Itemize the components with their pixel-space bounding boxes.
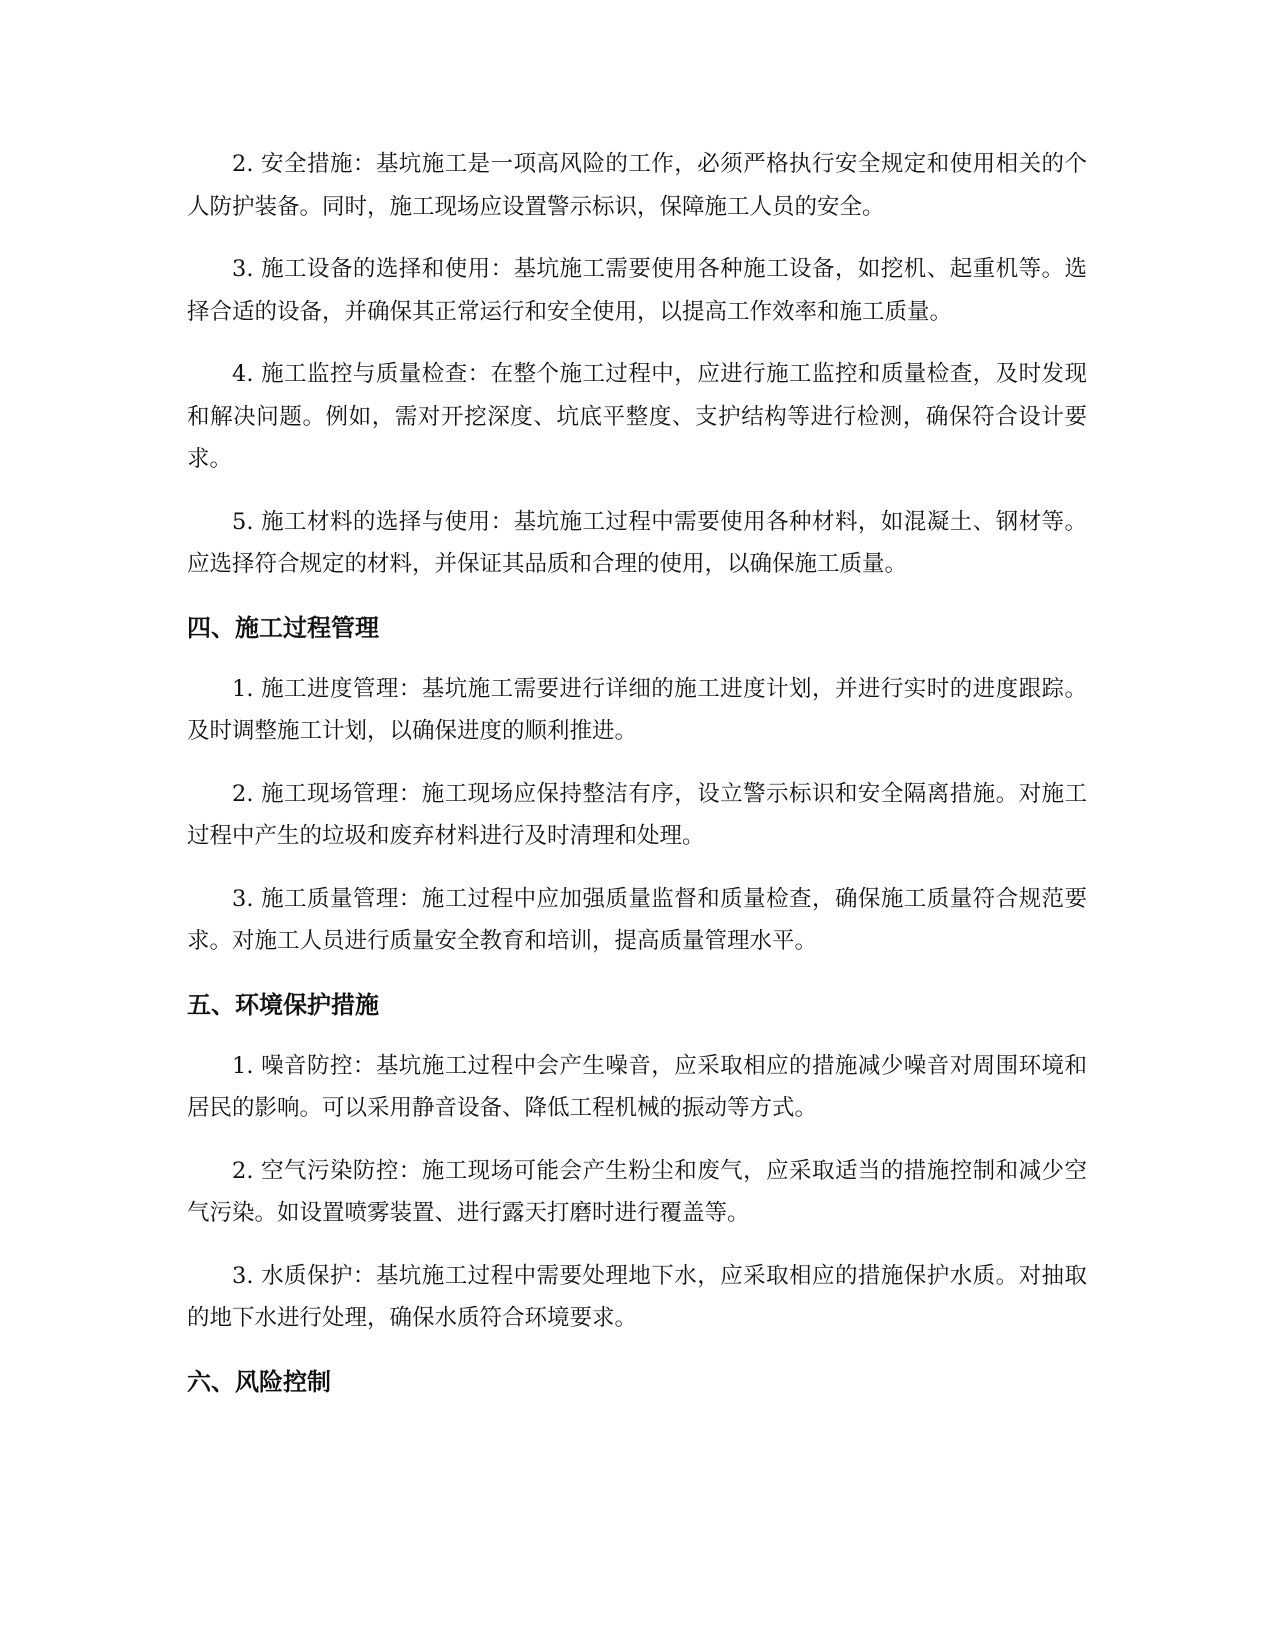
paragraph-monitoring-quality: 4. 施工监控与质量检查：在整个施工过程中，应进行施工监控和质量检查，及时发现和解决问题。例如，需对开挖深度、坑底平整度、支护结构等进行检测，确保符合设计要求。 [187, 361, 1087, 472]
paragraph-water-protection: 3. 水质保护：基坑施工过程中需要处理地下水，应采取相应的措施保护水质。对抽取的地下水进行处理，确保水质符合环境要求。 [187, 1262, 1087, 1331]
section-heading-environmental-protection: 五、环境保护措施 [187, 990, 379, 1019]
paragraph-noise-control: 1. 噪音防控：基坑施工过程中会产生噪音，应采取相应的措施减少噪音对周围环境和居民的影响。可以采用静音设备、降低工程机械的振动等方式。 [187, 1052, 1087, 1121]
section-heading-process-management: 四、施工过程管理 [187, 613, 379, 642]
document-body [187, 143, 1087, 1422]
paragraph-site-management: 2. 施工现场管理：施工现场应保持整洁有序，设立警示标识和安全隔离措施。对施工过程中产生的垃圾和废弃材料进行及时清理和处理。 [187, 780, 1087, 849]
paragraph-air-pollution-control: 2. 空气污染防控：施工现场可能会产生粉尘和废气，应采取适当的措施控制和减少空气污染。如设置喷雾装置、进行露天打磨时进行覆盖等。 [187, 1157, 1087, 1226]
paragraph-equipment: 3. 施工设备的选择和使用：基坑施工需要使用各种施工设备，如挖机、起重机等。选择合适的设备，并确保其正常运行和安全使用，以提高工作效率和施工质量。 [187, 256, 1087, 325]
paragraph-schedule-management: 1. 施工进度管理：基坑施工需要进行详细的施工进度计划，并进行实时的进度跟踪。及时调整施工计划，以确保进度的顺利推进。 [187, 675, 1087, 744]
paragraph-safety-measures: 2. 安全措施：基坑施工是一项高风险的工作，必须严格执行安全规定和使用相关的个人防护装备。同时，施工现场应设置警示标识，保障施工人员的安全。 [187, 151, 1087, 220]
section-heading-risk-control: 六、风险控制 [187, 1367, 331, 1396]
paragraph-quality-management: 3. 施工质量管理：施工过程中应加强质量监督和质量检查，确保施工质量符合规范要求。对施工人员进行质量安全教育和培训，提高质量管理水平。 [187, 885, 1087, 954]
paragraph-materials: 5. 施工材料的选择与使用：基坑施工过程中需要使用各种材料，如混凝土、钢材等。应选择符合规定的材料，并保证其品质和合理的使用，以确保施工质量。 [187, 508, 1087, 577]
